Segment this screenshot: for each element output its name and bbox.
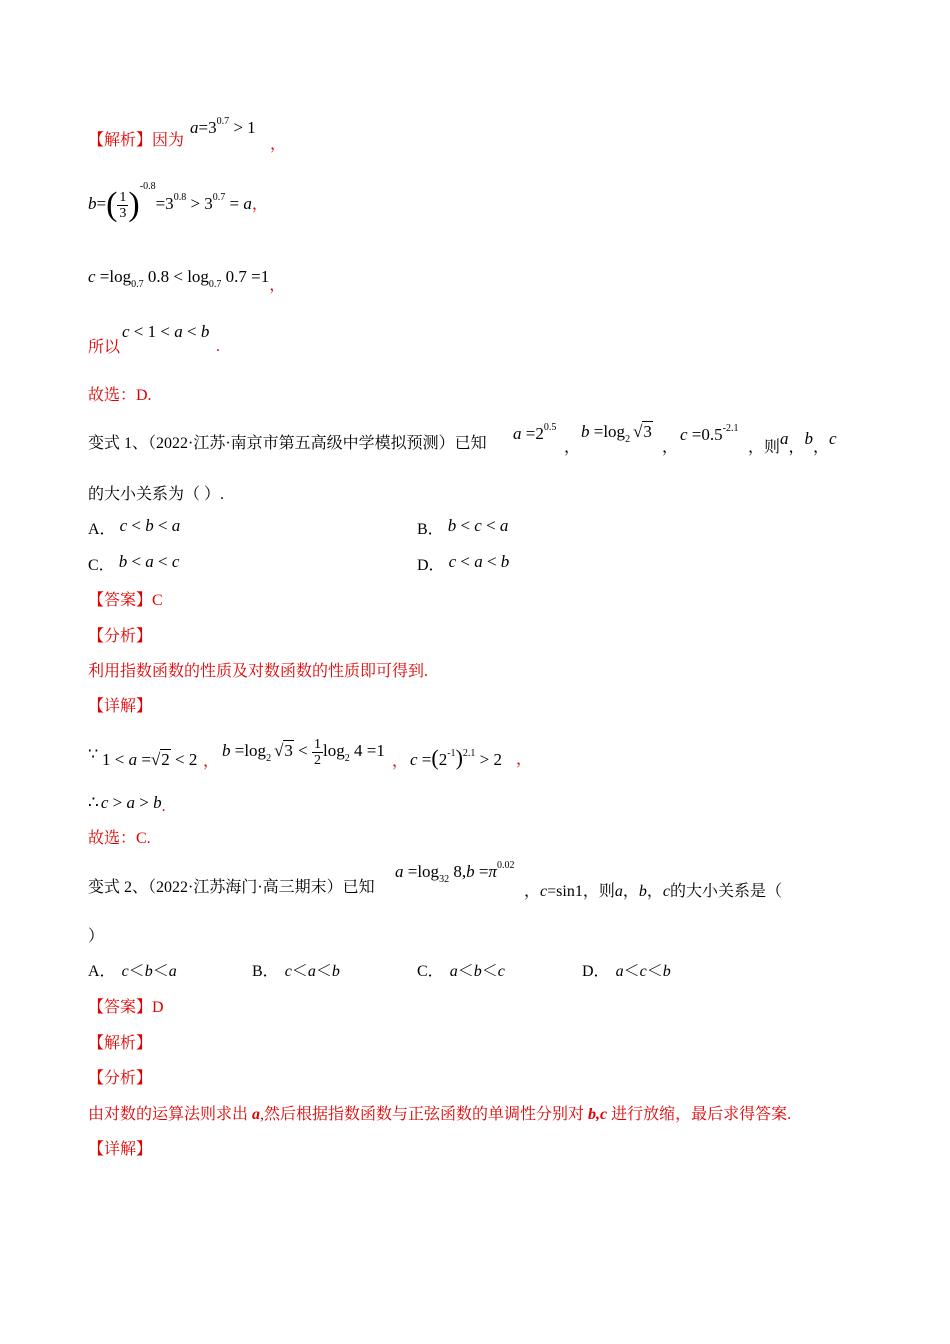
var-a: a: [190, 118, 199, 137]
expr-part: c: [171, 552, 180, 571]
then-text: ，则: [748, 439, 781, 456]
v1-sep1: ，: [564, 439, 581, 456]
subscript: 0.7: [131, 279, 144, 290]
var-b: b: [638, 883, 647, 900]
eq-text: > 1: [229, 118, 256, 137]
var-a: a: [128, 750, 138, 769]
option-expr: [449, 552, 510, 571]
eq-text: <: [293, 741, 312, 760]
var-b: b: [804, 429, 814, 448]
v2-detail-tag: 【详解】: [88, 1141, 153, 1158]
s1-so: 所以: [88, 339, 121, 356]
subscript: 2: [625, 434, 631, 445]
eq-text: >: [108, 793, 127, 812]
var-a: a: [243, 194, 252, 213]
question-text: 的大小关系是（: [669, 883, 782, 900]
exponent: -1: [447, 748, 456, 759]
expr-part: ＜: [128, 963, 145, 980]
eq-text: >: [134, 793, 154, 812]
v1-given-a: [513, 424, 556, 444]
expr-part: <: [153, 552, 172, 571]
exponent: 2.1: [462, 748, 476, 759]
expr-part: <: [456, 516, 475, 535]
v1-option-c[interactable]: [88, 552, 180, 576]
var-a: a: [614, 883, 623, 900]
v1-answer: 【答案】C: [88, 592, 163, 609]
v2-analysis: [88, 1105, 791, 1125]
expr-part: ＜: [291, 963, 308, 980]
subscript: 32: [439, 874, 450, 885]
comma: ，: [646, 883, 663, 900]
eq-text: =3: [198, 118, 217, 137]
analysis-text: ,然后根据指数函数与正弦函数的单调性分别对: [260, 1106, 589, 1123]
var-a: a: [513, 424, 522, 443]
left-paren: (: [431, 745, 439, 770]
v1-therefore-line: [88, 793, 166, 813]
expr-part: a: [171, 516, 181, 535]
expr-part: c: [474, 516, 482, 535]
expr-part: <: [456, 552, 475, 571]
expr-part: b: [331, 963, 340, 980]
right-paren: ): [455, 745, 463, 770]
radicand: 2: [161, 750, 170, 769]
expr-part: ＜: [315, 963, 332, 980]
denominator: 3: [119, 205, 127, 221]
expr-part: a: [615, 963, 624, 980]
v1-analysis: 利用指数函数的性质及对数函数的性质即可得到.: [88, 663, 429, 680]
expr-part: ＜: [623, 963, 640, 980]
v1-because: ∵: [88, 746, 99, 763]
comma: ，: [788, 439, 805, 456]
eq-text: 0.7 =1: [221, 267, 270, 286]
exponent: -2.1: [722, 423, 739, 434]
option-expr: [616, 963, 671, 980]
analysis-text: 由对数的运算法则求出: [88, 1106, 253, 1123]
radicand: 3: [284, 741, 293, 760]
eq-text: =log: [589, 422, 626, 441]
s1-dot: .: [216, 338, 220, 355]
eq-text: =: [417, 750, 432, 769]
v2-question-rest: [524, 878, 782, 901]
eq-text: =: [474, 862, 489, 881]
var-b: b: [88, 194, 97, 213]
v2-given-ab: [395, 860, 515, 885]
expr-part: a: [145, 552, 154, 571]
subscript: 0.7: [208, 279, 222, 290]
comma: ，: [813, 439, 830, 456]
v1-question-line1: [88, 434, 487, 454]
expr-part: b: [500, 552, 510, 571]
expr-part: a: [499, 516, 509, 535]
eq-text: =: [137, 750, 151, 769]
v2-option-c[interactable]: [417, 962, 505, 982]
eq-text: log: [323, 741, 345, 760]
v2-question-line2: ）: [88, 928, 105, 945]
var-c: c: [829, 429, 837, 448]
option-expr: [119, 552, 180, 571]
eq-text: 0.8 < log: [143, 267, 209, 286]
var-c: c: [680, 425, 688, 444]
expr-part: <: [153, 516, 172, 535]
pi-symbol: π: [488, 862, 497, 881]
v1-sep2: ，: [662, 439, 679, 456]
var-a: a: [395, 862, 404, 881]
left-paren: (: [106, 186, 118, 224]
v1-option-b[interactable]: [417, 516, 509, 540]
var-c: c: [410, 750, 418, 769]
expr-part: a: [168, 963, 177, 980]
conclusion-expr: [101, 793, 162, 812]
expr-part: b: [662, 963, 671, 980]
v1-detail-eq1: [102, 750, 197, 770]
var-b: b: [222, 741, 231, 760]
eq-text: =: [96, 194, 107, 213]
v2-option-d[interactable]: [582, 962, 671, 982]
v2-question-line1: [88, 878, 375, 898]
v1-analysis-tag: 【分析】: [88, 628, 153, 645]
s1-eq3: [88, 264, 286, 294]
var-b: b: [200, 322, 210, 341]
expr-part: ＜: [481, 963, 498, 980]
option-label: A．: [88, 521, 116, 538]
eq-text: 2: [438, 750, 448, 769]
option-expr: [448, 516, 509, 535]
subscript: 2: [344, 753, 350, 764]
subscript: 2: [266, 753, 272, 764]
expr-part: c: [448, 552, 457, 571]
v1-comma3: ，: [516, 751, 533, 768]
v1-prefix: 变式 1、（2022·江苏·南京市第五高级中学模拟预测）已知: [88, 435, 487, 452]
comma: ，: [251, 196, 268, 213]
var-c: c: [122, 322, 130, 341]
fraction: [312, 737, 323, 768]
v2-answer: 【答案】D: [88, 999, 164, 1016]
fraction: [117, 190, 128, 221]
exponent: -0.8: [139, 181, 156, 192]
v1-detail-eq3: [410, 745, 502, 771]
var-c: c: [88, 267, 96, 286]
expr-part: c: [639, 963, 647, 980]
eq-text: <: [182, 322, 201, 341]
sqrt-sign: √: [633, 422, 643, 441]
exponent: 0.8: [173, 192, 187, 203]
numerator: 1: [119, 189, 127, 205]
v2-option-a[interactable]: [88, 962, 177, 982]
var-a: a: [252, 1106, 261, 1123]
eq-text: =log: [230, 741, 267, 760]
radicand: 3: [643, 422, 652, 441]
s1-tag: 【解析】: [88, 132, 153, 149]
expr-part: <: [127, 516, 146, 535]
var-c: c: [540, 883, 548, 900]
v2-jiexi-tag: 【解析】: [88, 1035, 153, 1052]
var-c: c: [662, 883, 670, 900]
expr-part: c: [497, 963, 505, 980]
option-expr: [122, 963, 177, 980]
var-a: a: [126, 793, 135, 812]
expr-part: <: [482, 552, 501, 571]
option-label: D．: [417, 557, 445, 574]
expr-part: b: [144, 963, 153, 980]
s1-choose: 故选：D.: [88, 387, 152, 404]
v1-comma2: ，: [392, 753, 409, 770]
option-label: B．: [417, 521, 444, 538]
var-b: b: [466, 862, 475, 881]
eq-text: =3: [155, 194, 174, 213]
therefore-sign: ∴: [88, 793, 99, 812]
eq-text: > 2: [475, 750, 502, 769]
var-bc: b,c: [588, 1106, 608, 1123]
sqrt-sign: √: [150, 750, 161, 769]
expr-part: a: [474, 552, 483, 571]
option-expr: [285, 963, 340, 980]
v1-then: [748, 429, 837, 457]
v1-option-a[interactable]: [88, 516, 181, 540]
v1-option-d[interactable]: [417, 552, 510, 576]
numerator: 1: [314, 736, 321, 752]
eq-text: 1 <: [102, 750, 129, 769]
eq-text: > 3: [186, 194, 213, 213]
v2-prefix: 变式 2、（2022·江苏海门·高三期末）已知: [88, 879, 375, 896]
v1-given-b: [581, 422, 653, 445]
exponent: 0.5: [543, 422, 557, 433]
comma: ，: [622, 883, 639, 900]
s1-intro-line: [88, 131, 184, 151]
expr-part: a: [307, 963, 316, 980]
dot: .: [161, 798, 166, 815]
expr-part: <: [127, 552, 146, 571]
v1-detail-eq2: [222, 731, 385, 774]
question-text: =sin1，则: [547, 883, 615, 900]
eq-text: =2: [521, 424, 544, 443]
option-expr: [120, 516, 181, 535]
s1-eq1: [190, 118, 256, 138]
eq-text: =log: [95, 267, 132, 286]
expr-part: ＜: [152, 963, 169, 980]
v1-comma1: ，: [203, 753, 220, 770]
expr-part: ＜: [646, 963, 663, 980]
v1-given-c: [680, 425, 738, 445]
expr-part: c: [284, 963, 292, 980]
option-label: B．: [252, 963, 279, 980]
expr-part: b: [447, 516, 457, 535]
eq-text: 8,: [449, 862, 467, 881]
option-expr: [450, 963, 505, 980]
comma: ，: [524, 883, 541, 900]
v1-detail-tag: 【详解】: [88, 698, 153, 715]
eq-text: =0.5: [687, 425, 723, 444]
var-a: a: [174, 322, 183, 341]
s1-comma1: ，: [270, 136, 287, 153]
v2-analysis-tag: 【分析】: [88, 1070, 153, 1087]
var-b: b: [581, 422, 590, 441]
s1-eq4: [122, 322, 209, 342]
v1-question-line2: 的大小关系为（ ）.: [88, 486, 225, 503]
expr-part: c: [121, 963, 129, 980]
expr-part: <: [481, 516, 500, 535]
eq-text: < 2: [170, 750, 198, 769]
expr-part: b: [473, 963, 482, 980]
exponent: 0.02: [496, 860, 515, 871]
comma: ，: [269, 277, 286, 294]
expr-part: a: [449, 963, 458, 980]
eq-text: =: [225, 194, 244, 213]
denominator: 2: [314, 752, 321, 768]
option-label: C．: [88, 557, 115, 574]
sqrt-sign: √: [274, 741, 284, 760]
analysis-text: 进行放缩，最后求得答案.: [607, 1106, 792, 1123]
v1-choose: 故选：C.: [88, 830, 151, 847]
option-label: A．: [88, 963, 116, 980]
option-label: C．: [417, 963, 444, 980]
var-b: b: [153, 793, 162, 812]
exponent: 0.7: [216, 116, 230, 127]
expr-part: b: [118, 552, 128, 571]
option-label: D．: [582, 963, 610, 980]
expr-part: c: [119, 516, 128, 535]
s1-eq2: [88, 178, 268, 233]
right-paren: ): [128, 186, 140, 224]
eq-text: 4 =1: [349, 741, 385, 760]
var-c: c: [100, 793, 109, 812]
expr-part: b: [145, 516, 154, 535]
eq-text: =log: [403, 862, 440, 881]
expr-part: ＜: [457, 963, 474, 980]
exponent: 0.7: [212, 192, 226, 203]
s1-intro: 因为: [152, 132, 185, 149]
var-a: a: [780, 429, 789, 448]
eq-text: < 1 <: [129, 322, 175, 341]
v2-option-b[interactable]: [252, 962, 340, 982]
